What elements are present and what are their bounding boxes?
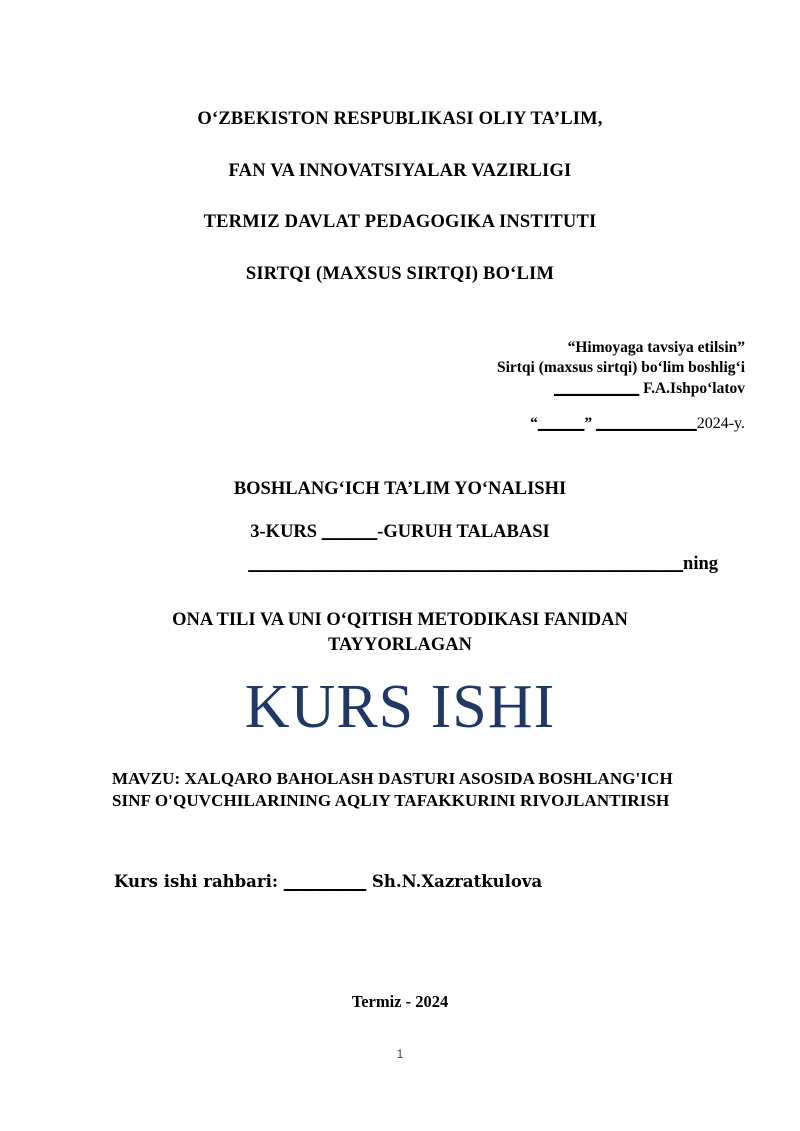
date-open-quote: “	[530, 415, 538, 433]
advisor-row	[114, 874, 542, 891]
approval-block	[0, 338, 745, 435]
advisor-signature-blank: __________	[283, 872, 367, 891]
page-number: 1	[396, 1047, 404, 1061]
program-name: BOSHLANG‘ICH TA’LIM YO‘NALISHI	[233, 479, 567, 499]
student-name-row	[0, 555, 800, 574]
topic-line-1: MAVZU: XALQARO BAHOLASH DASTURI ASOSIDA BOSHLANG'ICH	[112, 769, 673, 788]
topic-block	[112, 768, 752, 812]
date-close-quote: ”	[584, 415, 593, 433]
advisor-label: Kurs ishi rahbari:	[114, 872, 284, 891]
student-name-blank: _______________________________________________	[248, 554, 684, 574]
subject-block	[0, 608, 800, 657]
course-group-row	[0, 523, 800, 542]
subject-line-1: ONA TILI VA UNI O‘QITISH METODIKASI FANIDAN	[172, 610, 628, 630]
approval-date-row	[0, 413, 745, 434]
course-prefix: 3-KURS	[250, 521, 322, 542]
date-year: 2024-y.	[696, 415, 745, 433]
institute-name: TERMIZ DAVLAT PEDAGOGIKA INSTITUTI	[203, 212, 597, 232]
approval-position: Sirtqi (maxsus sirtqi) bo‘lim boshlig‘i	[496, 359, 745, 377]
department-name: SIRTQI (MAXSUS SIRTQI) BO‘LIM	[245, 263, 555, 284]
advisor-name: Sh.N.Xazratkulova	[366, 872, 543, 891]
approval-recommendation: “Himoyaga tavsiya etilsin”	[567, 339, 745, 356]
student-block	[0, 480, 800, 565]
institution-header	[0, 110, 800, 283]
page-title: KURS ISHI	[244, 673, 556, 741]
footer-city-year: Termiz - 2024	[351, 992, 449, 1011]
date-month-blank: _____________	[595, 415, 697, 433]
approval-signature-row	[0, 379, 745, 399]
subject-line-2: TAYYORLAGAN	[328, 634, 472, 655]
topic-line-2: SINF O'QUVCHILARINING AQLIY TAFAKKURINI RIVOJLANTIRISH	[112, 790, 670, 810]
date-day-blank: ______	[537, 415, 585, 433]
student-name-suffix: ning	[683, 554, 718, 574]
approval-signature-blank: ___________	[553, 379, 640, 397]
ministry-line-2: FAN VA INNOVATSIYALAR VAZIRLIGI	[228, 160, 572, 181]
course-suffix: -GURUH TALABASI	[377, 521, 550, 542]
approver-name: F.A.Ishpo‘latov	[643, 379, 745, 397]
group-blank: ______	[321, 521, 378, 542]
ministry-line-1: O‘ZBEKISTON RESPUBLIKASI OLIY TA’LIM,	[197, 109, 603, 129]
